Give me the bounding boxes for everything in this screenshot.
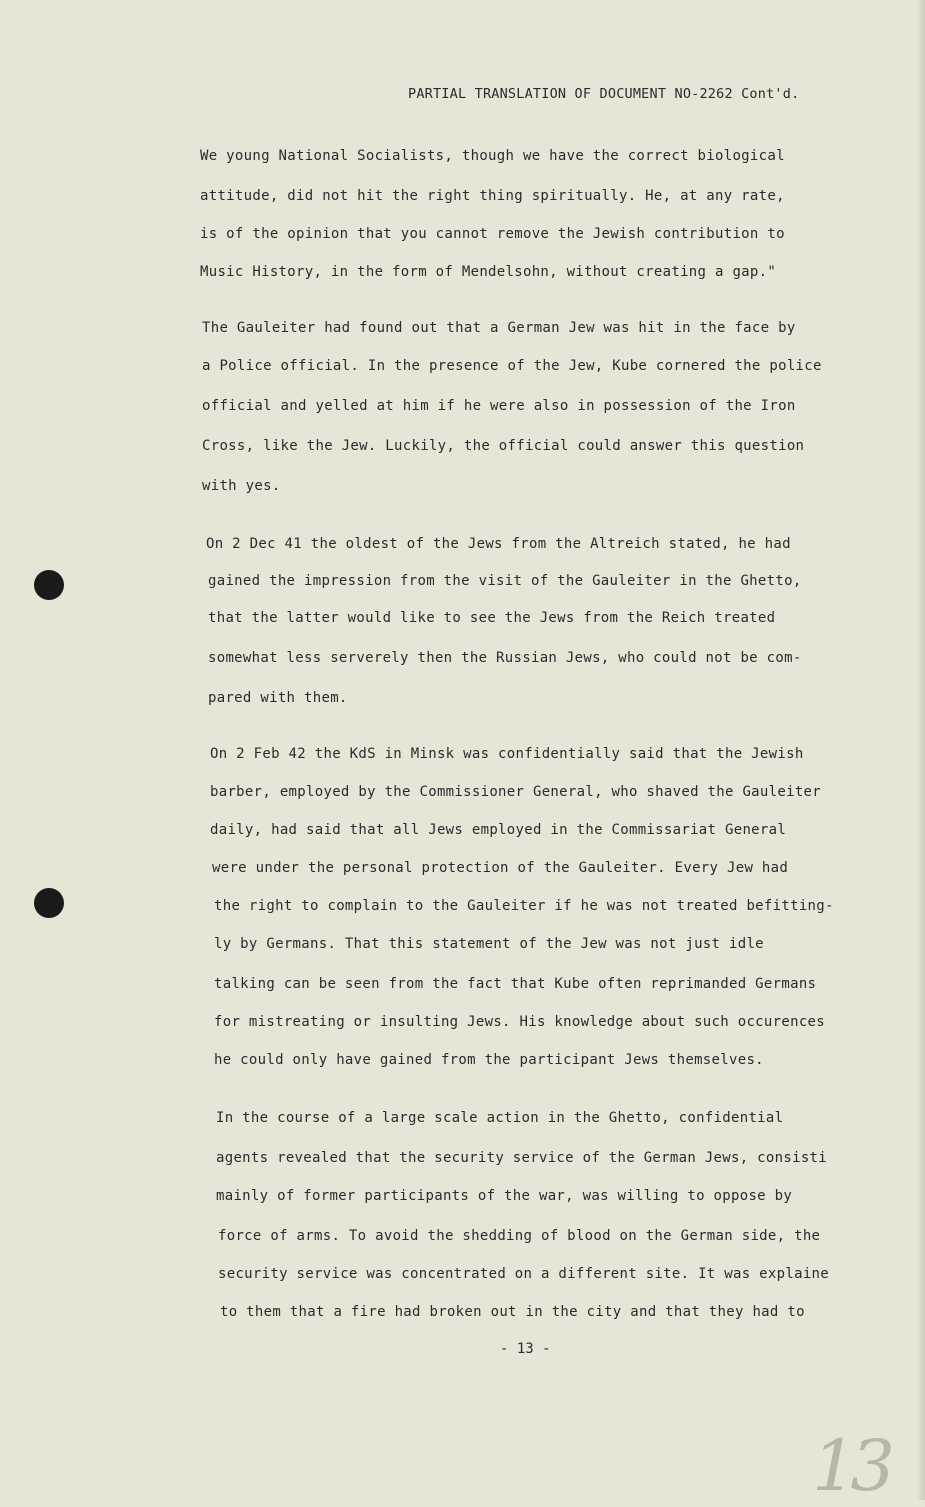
handwritten-page-number: 13 (812, 1425, 890, 1507)
text-line: mainly of former participants of the war, was willing to oppose by (216, 1188, 793, 1204)
text-line: were under the personal protection of the Gauleiter. Every Jew had (212, 860, 789, 876)
text-line: force of arms. To avoid the shedding of blood on the German side, the (218, 1228, 821, 1244)
text-line: Music History, in the form of Mendelsohn, without creating a gap." (200, 264, 777, 280)
text-line: official and yelled at him if he were also in possession of the Iron (202, 398, 796, 414)
text-line: a Police official. In the presence of the Jew, Kube cornered the police (202, 358, 822, 374)
text-line: security service was concentrated on a different site. It was explaine (218, 1266, 830, 1282)
text-line: We young National Socialists, though we have the correct biological (200, 148, 785, 164)
punch-hole-bottom (34, 888, 64, 918)
text-line: On 2 Dec 41 the oldest of the Jews from the Altreich stated, he had (206, 536, 791, 552)
text-line: On 2 Feb 42 the KdS in Minsk was confidentially said that the Jewish (210, 746, 804, 762)
text-line: The Gauleiter had found out that a German Jew was hit in the face by (202, 320, 796, 336)
text-line: for mistreating or insulting Jews. His knowledge about such occurences (214, 1014, 826, 1030)
text-line: is of the opinion that you cannot remove the Jewish contribution to (200, 226, 785, 242)
text-line: gained the impression from the visit of the Gauleiter in the Ghetto, (208, 573, 802, 589)
text-line: pared with them. (208, 690, 348, 706)
text-line: that the latter would like to see the Jews from the Reich treated (208, 610, 776, 626)
text-line: he could only have gained from the participant Jews themselves. (214, 1052, 764, 1068)
text-line: ly by Germans. That this statement of the Jew was not just idle (214, 936, 764, 952)
text-line: to them that a fire had broken out in the city and that they had to (220, 1304, 805, 1320)
text-line: with yes. (202, 478, 281, 494)
text-line: somewhat less serverely then the Russian Jews, who could not be com- (208, 650, 802, 666)
text-line: attitude, did not hit the right thing spiritually. He, at any rate, (200, 188, 785, 204)
text-line: the right to complain to the Gauleiter if he was not treated befitting- (214, 898, 834, 914)
text-line: daily, had said that all Jews employed in the Commissariat General (210, 822, 787, 838)
text-line: In the course of a large scale action in the Ghetto, confidential (216, 1110, 784, 1126)
text-line: agents revealed that the security service of the German Jews, consisti (216, 1150, 828, 1166)
text-line: Cross, like the Jew. Luckily, the official could answer this question (202, 438, 805, 454)
page-number: - 13 - (500, 1341, 551, 1357)
text-line: barber, employed by the Commissioner General, who shaved the Gauleiter (210, 784, 822, 800)
punch-hole-top (34, 570, 64, 600)
document-header: PARTIAL TRANSLATION OF DOCUMENT NO-2262 Cont'd. (408, 86, 800, 102)
text-line: talking can be seen from the fact that Kube often reprimanded Germans (214, 976, 817, 992)
page-edge (917, 0, 925, 1500)
